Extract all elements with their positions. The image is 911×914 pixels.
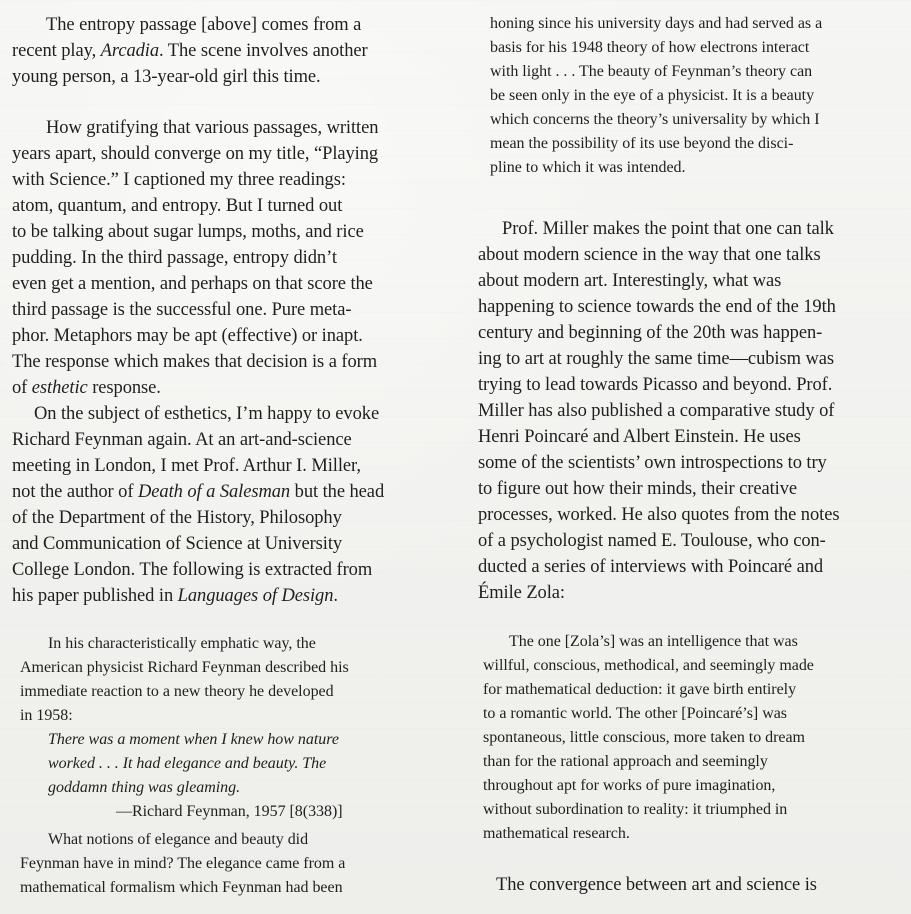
line-8: to be talking about sugar lumps, moths, and rice	[12, 222, 364, 242]
r-quote-3: for mathematical deduction: it gave birth entirely	[483, 681, 797, 698]
attribution: —Richard Feynman, 1957 [8(338)]	[116, 803, 343, 820]
r-line-13: ing to art at roughly the same time—cubism was	[478, 349, 834, 369]
r-quote-9: mathematical research.	[483, 825, 630, 842]
quote-1: In his characteristically emphatic way, the	[48, 635, 316, 652]
r-quote-4: to a romantic world. The other [Poincaré’s] was	[483, 705, 787, 722]
quote-7: mathematical formalism which Feynman had been	[20, 879, 343, 896]
r-quote-1: The one [Zola’s] was an intelligence that was	[509, 633, 798, 650]
quote-5: What notions of elegance and beauty did	[48, 831, 309, 848]
r-line-19: processes, worked. He also quotes from the notes	[478, 505, 840, 525]
line-3: young person, a 13-year-old girl this time.	[12, 67, 321, 87]
feynman-quote-2: worked . . . It had elegance and beauty. The	[48, 755, 327, 772]
r-line-final: The convergence between art and science is	[496, 875, 817, 895]
r-line-12: century and beginning of the 20th was happen-	[478, 323, 823, 343]
r-line-20: of a psychologist named E. Toulouse, who con-	[478, 531, 826, 551]
line-18: not the author of Death of a Salesman but the head	[12, 482, 385, 502]
r-line-11: happening to science towards the end of the 19th	[478, 297, 836, 317]
line-5: years apart, should converge on my title, “Playing	[12, 144, 379, 164]
line-16: Richard Feynman again. At an art-and-science	[12, 430, 352, 450]
title-arcadia: Arcadia	[100, 41, 160, 61]
line-11: third passage is the successful one. Pure meta-	[12, 300, 352, 320]
esthetic-italic: esthetic	[31, 378, 88, 398]
r-line-4: be seen only in the eye of a physicist. It is a beauty	[490, 87, 815, 104]
r-line-5: which concerns the theory’s universality by which I	[490, 111, 820, 128]
line-13: The response which makes that decision is a form	[12, 352, 378, 372]
line-4: How gratifying that various passages, written	[46, 118, 379, 138]
line-1: The entropy passage [above] comes from a	[46, 15, 362, 35]
feynman-quote-1: There was a moment when I knew how nature	[48, 731, 339, 748]
line-22: his paper published in Languages of Design.	[12, 586, 338, 606]
r-line-17: some of the scientists’ own introspections to try	[478, 453, 827, 473]
quote-2: American physicist Richard Feynman described his	[20, 659, 349, 676]
quote-3: immediate reaction to a new theory he developed	[20, 683, 334, 700]
book-title-italic: Death of a Salesman	[137, 482, 291, 502]
r-quote-5: spontaneous, little conscious, more taken to dream	[483, 729, 805, 746]
r-line-16: Henri Poincaré and Albert Einstein. He uses	[478, 427, 801, 447]
r-line-7: pline to which it was intended.	[490, 159, 686, 176]
r-line-21: ducted a series of interviews with Poincaré and	[478, 557, 824, 577]
line-2: recent play, Arcadia. The scene involves another	[12, 41, 368, 61]
paper-title-italic: Languages of Design	[177, 586, 334, 606]
r-line-9: about modern science in the way that one talks	[478, 245, 821, 265]
r-line-14: trying to lead towards Picasso and beyond. Prof.	[478, 375, 833, 395]
feynman-quote-3: goddamn thing was gleaming.	[48, 779, 241, 796]
r-line-1: honing since his university days and had served as a	[490, 15, 823, 32]
r-line-8: Prof. Miller makes the point that one can talk	[502, 219, 834, 239]
r-line-15: Miller has also published a comparative study of	[478, 401, 835, 421]
r-quote-6: than for the rational approach and seemingly	[483, 753, 768, 770]
line-17: meeting in London, I met Prof. Arthur I. Miller,	[12, 456, 361, 476]
line-12: phor. Metaphors may be apt (effective) or inapt.	[12, 326, 363, 346]
r-quote-2: willful, conscious, methodical, and seemingly made	[483, 657, 814, 674]
line-6: with Science.” I captioned my three readings:	[12, 170, 346, 190]
line-10: even get a mention, and perhaps on that score the	[12, 274, 373, 294]
quote-4: in 1958:	[20, 707, 73, 724]
line-9: pudding. In the third passage, entropy didn’t	[12, 248, 337, 268]
r-quote-8: without subordination to reality: it triumphed in	[483, 801, 788, 818]
line-7: atom, quantum, and entropy. But I turned out	[12, 196, 343, 216]
r-line-3: with light . . . The beauty of Feynman’s theory can	[490, 63, 813, 80]
quote-6: Feynman have in mind? The elegance came from a	[20, 855, 346, 872]
r-line-6: mean the possibility of its use beyond the disci-	[490, 135, 794, 152]
line-15: On the subject of esthetics, I’m happy to evoke	[34, 404, 380, 424]
line-21: College London. The following is extracted from	[12, 560, 373, 580]
r-quote-7: throughout apt for works of pure imagination,	[483, 777, 776, 794]
line-20: and Communication of Science at University	[12, 534, 343, 554]
line-19: of the Department of the History, Philosophy	[12, 508, 342, 528]
r-line-18: to figure out how their minds, their creative	[478, 479, 798, 499]
r-line-10: about modern art. Interestingly, what was	[478, 271, 782, 291]
r-line-22: Émile Zola:	[478, 583, 565, 603]
line-14: of esthetic response.	[12, 378, 161, 398]
r-line-2: basis for his 1948 theory of how electrons interact	[490, 39, 810, 56]
